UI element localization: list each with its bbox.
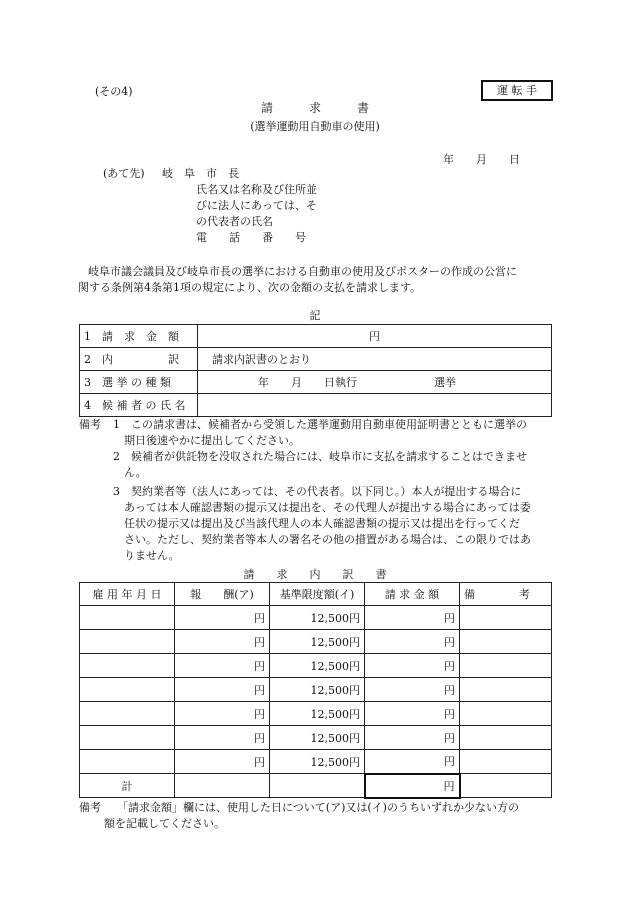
cell-date (80, 630, 175, 654)
cell-amount: 円 (365, 654, 460, 678)
cell-amount: 円 (365, 750, 460, 774)
cell-fee: 円 (175, 606, 270, 630)
cell-limit: 12,500円 (270, 654, 365, 678)
cell-date (80, 702, 175, 726)
note-3-line-4: さい。ただし、契約業者等本人の署名その他の措置がある場合は、この限りではあ (124, 533, 531, 546)
total-row (80, 774, 552, 798)
summary-label: 2 内 訳 (80, 348, 198, 371)
summary-row (80, 348, 552, 371)
cell-date (80, 654, 175, 678)
detail-header-row (80, 583, 552, 606)
total-fee-cell (175, 774, 270, 798)
note-3-line-5: りません。 (124, 549, 180, 562)
cell-remarks (460, 630, 552, 654)
summary-table (79, 324, 552, 417)
header-fee: 報 酬(ア) (175, 583, 270, 606)
summary-label: 3 選 挙 の 種 類 (80, 371, 198, 394)
summary-label: 4 候 補 者 の 氏 名 (80, 394, 198, 417)
cell-remarks (460, 654, 552, 678)
summary-value (198, 394, 552, 417)
note-2-line-2: ん。 (124, 466, 147, 479)
cell-limit: 12,500円 (270, 678, 365, 702)
summary-label: 1 請 求 金 額 (80, 325, 198, 348)
cell-limit: 12,500円 (270, 630, 365, 654)
notes-label: 備考 (79, 418, 101, 431)
note-3-line-1: 3 契約業者等（法人にあっては、その代表者。以下同じ。）本人が提出する場合に (113, 485, 522, 498)
header-limit: 基準限度額(イ) (270, 583, 365, 606)
table-row (80, 750, 552, 774)
summary-row (80, 325, 552, 348)
cell-limit: 12,500円 (270, 726, 365, 750)
cell-fee: 円 (175, 702, 270, 726)
to-label: (あて先) (103, 167, 145, 180)
name-line-1: 氏名又は名称及び住所並 (196, 183, 317, 196)
page-subtitle: (選挙運動用自動車の使用) (250, 120, 380, 133)
cell-fee: 円 (175, 726, 270, 750)
summary-row (80, 394, 552, 417)
cell-remarks (460, 606, 552, 630)
cell-limit: 12,500円 (270, 606, 365, 630)
cell-remarks (460, 750, 552, 774)
summary-row (80, 371, 552, 394)
name-line-2: びに法人にあっては、そ (196, 199, 317, 212)
cell-amount: 円 (365, 726, 460, 750)
note-1-line-1: 1 この請求書は、候補者から受領した選挙運動用自動車使用証明書とともに選挙の (113, 418, 527, 431)
note-3-line-3: 任状の提示又は提出及び当該代理人の本人確認書類の提示又は提出を行ってくだ (124, 517, 520, 530)
ki-mark: 記 (309, 309, 321, 322)
table-row (80, 726, 552, 750)
cell-remarks (460, 702, 552, 726)
notes-2-line-2: 額を記載してください。 (104, 817, 225, 830)
page-title: 請 求 書 (260, 101, 369, 115)
cell-date (80, 726, 175, 750)
name-line-3: の代表者の氏名 (196, 215, 273, 228)
cell-amount: 円 (365, 702, 460, 726)
table-row (80, 606, 552, 630)
cell-remarks (460, 678, 552, 702)
cell-fee: 円 (175, 654, 270, 678)
note-2-line-1: 2 候補者が供託物を没収された場合には、岐阜市に支払を請求することはできませ (113, 450, 527, 463)
total-amount: 円 (365, 774, 460, 798)
paragraph-line-1: 岐阜市議会議員及び岐阜市長の選挙における自動車の使用及びポスターの作成の公営に (88, 265, 517, 278)
cell-date (80, 750, 175, 774)
sheet-number: (その4) (95, 85, 133, 98)
total-remarks-cell (460, 774, 552, 798)
total-limit-cell (270, 774, 365, 798)
phone-label: 電 話 番 号 (196, 231, 306, 244)
header-remarks: 備 考 (460, 583, 552, 606)
cell-remarks (460, 726, 552, 750)
cell-amount: 円 (365, 678, 460, 702)
cell-date (80, 678, 175, 702)
summary-value: 円 (198, 325, 552, 348)
date-line: 年 月 日 (443, 153, 520, 166)
cell-date (80, 606, 175, 630)
note-3-line-2: あっては本人確認書類の提示又は提出を、その代理人が提出する場合にあっては委 (124, 501, 531, 514)
cell-amount: 円 (365, 606, 460, 630)
to-value: 岐 阜 市 長 (162, 167, 239, 180)
cell-fee: 円 (175, 678, 270, 702)
table-row (80, 678, 552, 702)
total-label: 計 (80, 774, 175, 798)
header-date: 雇 用 年 月 日 (80, 583, 175, 606)
table-row (80, 630, 552, 654)
cell-limit: 12,500円 (270, 750, 365, 774)
notes-2-line-1: 「請求金額」欄には、使用した日について(ア)又は(イ)のうちいずれか少ない方の (117, 801, 519, 814)
summary-value: 請求内訳書のとおり (198, 348, 552, 371)
cell-limit: 12,500円 (270, 702, 365, 726)
role-box: 運 転 手 (481, 80, 553, 101)
table-row (80, 654, 552, 678)
detail-table (79, 582, 552, 799)
notes-2-label: 備考 (79, 801, 101, 814)
paragraph-line-2: 関する条例第4条第1項の規定により、次の金額の支払を請求します。 (78, 281, 422, 294)
cell-amount: 円 (365, 630, 460, 654)
summary-value: 年 月 日執行 選挙 (198, 371, 552, 394)
cell-fee: 円 (175, 750, 270, 774)
detail-title: 請 求 内 訳 書 (243, 568, 387, 581)
table-row (80, 702, 552, 726)
cell-fee: 円 (175, 630, 270, 654)
note-1-line-2: 期日後速やかに提出してください。 (124, 434, 300, 447)
header-amount: 請 求 金 額 (365, 583, 460, 606)
